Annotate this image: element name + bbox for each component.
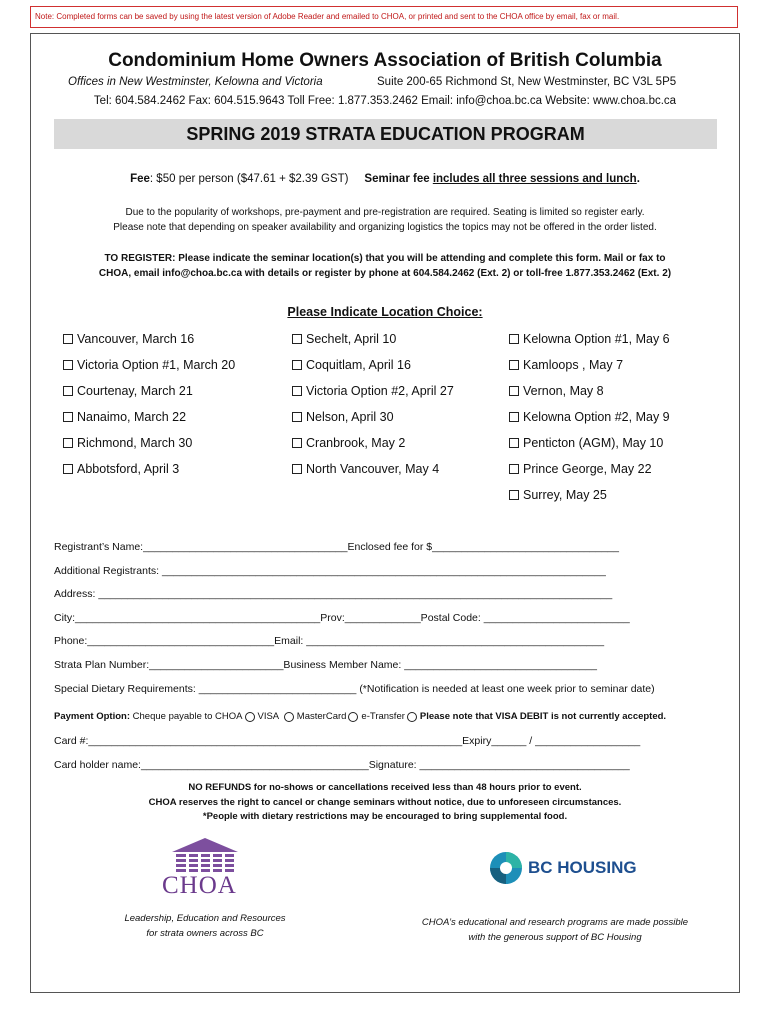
visa-debit-note: Please note that VISA DEBIT is not currently accepted. [419, 711, 667, 722]
checkbox[interactable] [63, 334, 73, 344]
checkbox[interactable] [509, 490, 519, 500]
fee-value: : $50 per person ($47.61 + $2.39 GST) [149, 173, 349, 185]
city-prov-postal-field[interactable]: City:__________________________________________Prov:_____________Postal Code: _________________________ [54, 612, 630, 624]
payment-label: Payment Option: [54, 711, 131, 722]
location-title: Please Indicate Location Choice: [287, 305, 483, 319]
registrant-name-field[interactable]: Registrant’s Name:___________________________________Enclosed fee for $________________________________ [54, 541, 619, 553]
save-note: Note: Completed forms can be saved by using the latest version of Adobe Reader and emailed to CHOA, or printed and sent to the CHOA office by email, fax or mail. [30, 6, 738, 28]
choa-building-icon [160, 836, 250, 876]
location-option[interactable]: Victoria Option #2, April 27 [292, 384, 454, 398]
location-option[interactable]: Sechelt, April 10 [292, 332, 396, 346]
bc-housing-mark-icon [489, 851, 523, 885]
checkbox[interactable] [509, 412, 519, 422]
register-line-2: CHOA, email info@choa.bc.ca with details or register by phone at 604.584.2462 (Ext. 2) or toll-free 1.877.353.2462 (Ext. 2) [98, 268, 672, 279]
radio-etransfer[interactable] [407, 712, 417, 722]
payment-options [54, 711, 666, 722]
location-option[interactable]: Courtenay, March 21 [63, 384, 193, 398]
location-option[interactable]: Surrey, May 25 [509, 488, 607, 502]
checkbox[interactable] [63, 412, 73, 422]
checkbox[interactable] [292, 360, 302, 370]
checkbox[interactable] [292, 438, 302, 448]
bc-housing-tagline: CHOA’s educational and research programs are made possible with the generous support of BC Housing [421, 917, 689, 943]
checkbox[interactable] [292, 334, 302, 344]
checkbox[interactable] [509, 464, 519, 474]
seminar-suffix: . [636, 173, 640, 185]
register-line-1: TO REGISTER: Please indicate the seminar location(s) that you will be attending and complete this form. Mail or fax to [104, 253, 666, 264]
fee-label: Fee [130, 173, 150, 185]
location-option[interactable]: Kelowna Option #1, May 6 [509, 332, 670, 346]
checkbox[interactable] [509, 438, 519, 448]
notice-line-1: Due to the popularity of workshops, pre-payment and pre-registration are required. Seating is limited so register early. [125, 207, 645, 218]
radio-cheque[interactable] [245, 712, 255, 722]
checkbox[interactable] [509, 360, 519, 370]
location-option[interactable]: Prince George, May 22 [509, 462, 652, 476]
bc-housing-text: BC HOUSING [528, 858, 637, 877]
location-option[interactable]: Vernon, May 8 [509, 384, 604, 398]
checkbox[interactable] [509, 334, 519, 344]
checkbox[interactable] [292, 464, 302, 474]
location-option[interactable]: Kelowna Option #2, May 9 [509, 410, 670, 424]
etransfer-option: e-Transfer [361, 711, 405, 722]
location-option[interactable]: Kamloops , May 7 [509, 358, 623, 372]
location-option[interactable]: Victoria Option #1, March 20 [63, 358, 235, 372]
location-option[interactable]: Coquitlam, April 16 [292, 358, 411, 372]
choa-logo [160, 836, 250, 902]
offices-text: Offices in New Westminster, Kelowna and Victoria [68, 76, 323, 88]
seminar-emphasis: includes all three sessions and lunch [432, 173, 637, 185]
choa-tagline: Leadership, Education and Resources for strata owners across BC [124, 913, 286, 939]
location-option[interactable]: Cranbrook, May 2 [292, 436, 405, 450]
location-option[interactable]: Penticton (AGM), May 10 [509, 436, 663, 450]
checkbox[interactable] [63, 438, 73, 448]
checkbox[interactable] [509, 386, 519, 396]
cheque-option: Cheque payable to CHOA [132, 711, 243, 722]
contact-line: Tel: 604.584.2462 Fax: 604.515.9643 Toll Free: 1.877.353.2462 Email: info@choa.bc.ca Website: www.choa.bc.ca [93, 95, 677, 107]
checkbox[interactable] [63, 464, 73, 474]
location-option[interactable]: Abbotsford, April 3 [63, 462, 179, 476]
refund-notice: NO REFUNDS for no-shows or cancellations received less than 48 hours prior to event. [188, 782, 582, 793]
address-text: Suite 200-65 Richmond St, New Westminster, BC V3L 5P5 [377, 76, 677, 88]
additional-registrants-field[interactable]: Additional Registrants: ____________________________________________________________________________ [54, 565, 606, 577]
notice-line-2: Please note that depending on speaker availability and organizing logistics the topics may not be offered in the order listed. [113, 222, 657, 233]
program-banner: SPRING 2019 STRATA EDUCATION PROGRAM [54, 119, 717, 149]
checkbox[interactable] [292, 412, 302, 422]
dietary-notice: *People with dietary restrictions may be encouraged to bring supplemental food. [202, 811, 568, 822]
location-option[interactable]: North Vancouver, May 4 [292, 462, 439, 476]
card-holder-field[interactable]: Card holder name:_______________________________________Signature: ____________________________________ [54, 759, 630, 771]
strata-plan-field[interactable]: Strata Plan Number:_______________________Business Member Name: _________________________________ [54, 659, 597, 671]
phone-email-field[interactable]: Phone:________________________________Email: ___________________________________________________ [54, 635, 605, 647]
mastercard-option: MasterCard [296, 711, 347, 722]
location-option[interactable]: Richmond, March 30 [63, 436, 192, 450]
location-option[interactable]: Nelson, April 30 [292, 410, 394, 424]
bc-housing-logo [489, 850, 639, 886]
checkbox[interactable] [63, 386, 73, 396]
seminar-prefix: Seminar fee [364, 173, 430, 185]
cancel-notice: CHOA reserves the right to cancel or change seminars without notice, due to unforeseen circumstances. [148, 797, 622, 808]
dietary-field[interactable]: Special Dietary Requirements: ___________________________ (*Notification is needed at least one week prior to seminar date) [54, 683, 655, 695]
address-field[interactable]: Address: ________________________________________________________________________________________ [54, 588, 613, 600]
fee-line [0, 173, 770, 185]
visa-option: VISA [257, 711, 280, 722]
choa-logo-text: CHOA [162, 872, 237, 899]
radio-mastercard[interactable] [348, 712, 358, 722]
location-option[interactable]: Vancouver, March 16 [63, 332, 194, 346]
radio-visa[interactable] [284, 712, 294, 722]
checkbox[interactable] [63, 360, 73, 370]
location-option[interactable]: Nanaimo, March 22 [63, 410, 186, 424]
checkbox[interactable] [292, 386, 302, 396]
page-title: Condominium Home Owners Association of British Columbia [108, 50, 662, 71]
card-number-field[interactable]: Card #:________________________________________________________________Expiry______ / __________________ [54, 735, 641, 747]
